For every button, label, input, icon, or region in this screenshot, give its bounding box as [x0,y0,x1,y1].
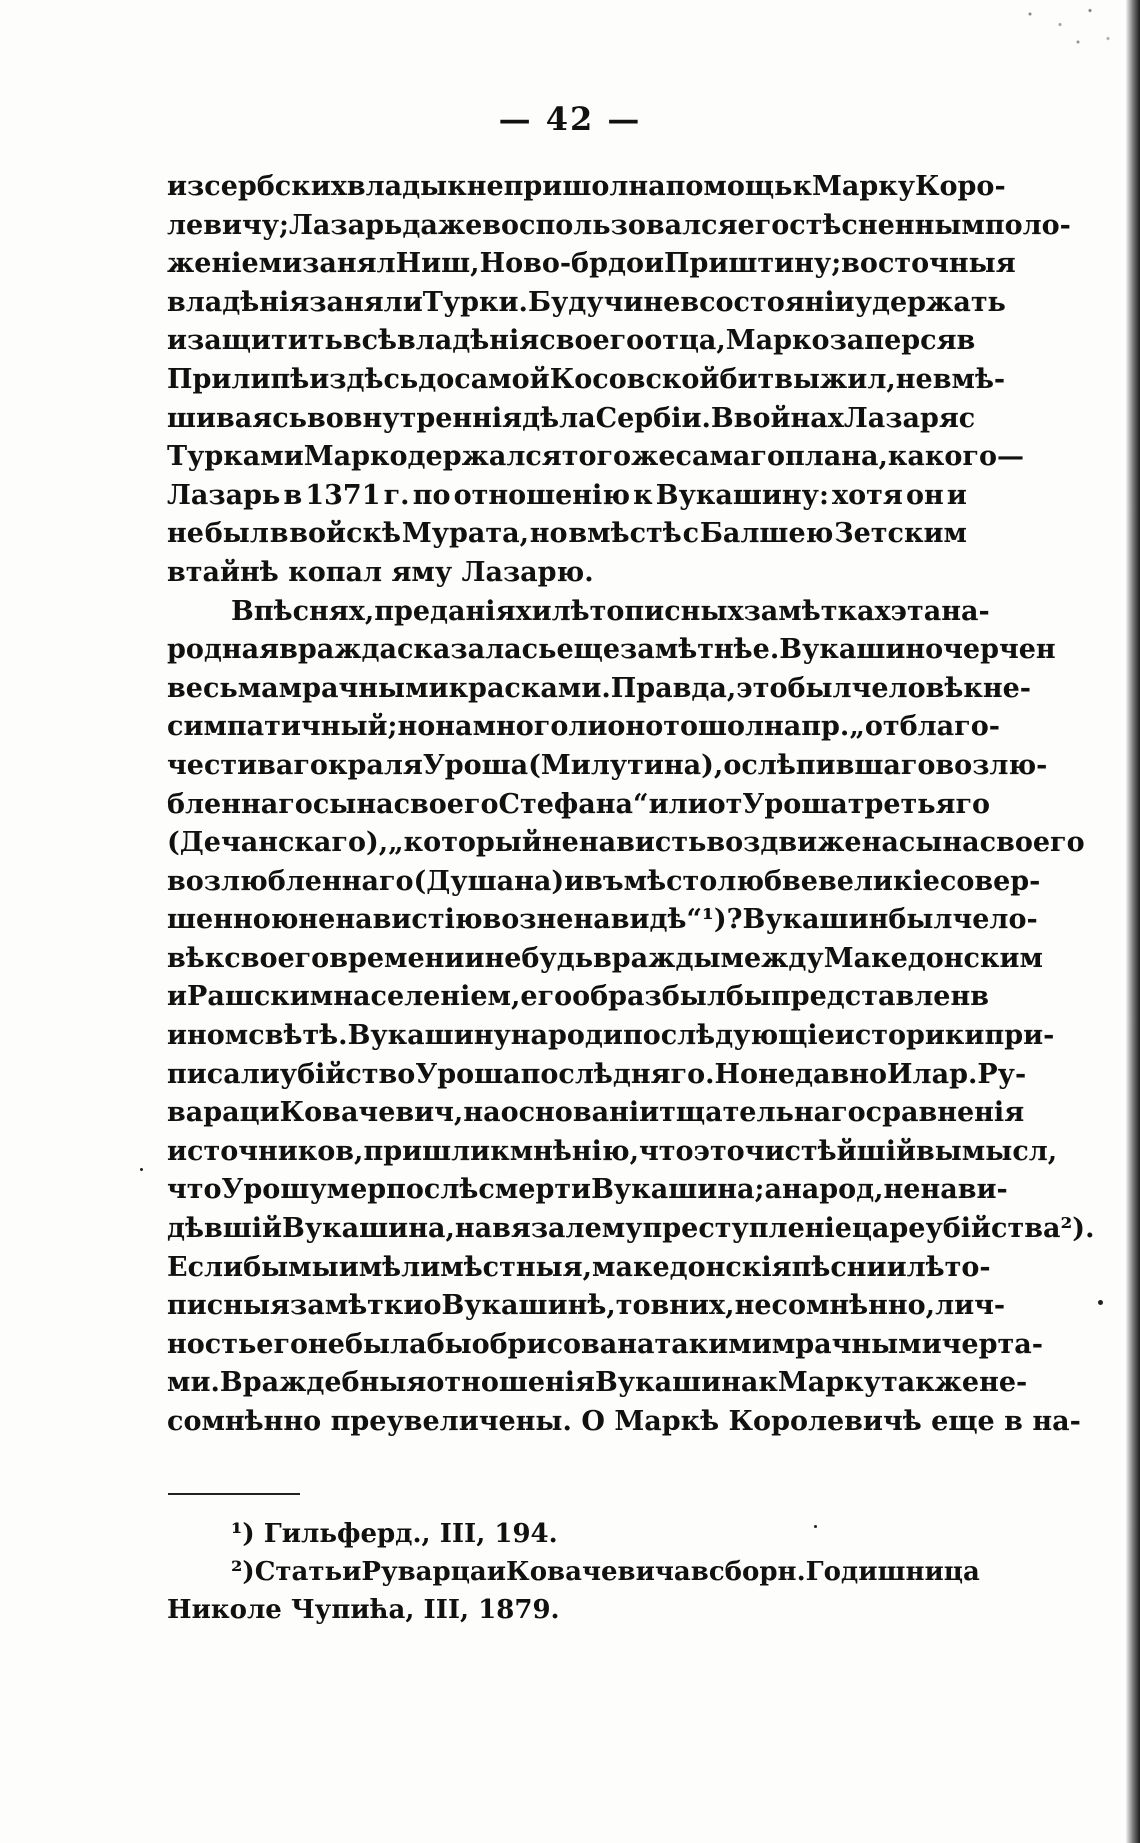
body-text [167,168,1095,1442]
body-line: ином свѣтѣ. Вукашину народ и послѣдующіе историки при- [167,1020,1055,1052]
footnote-line: Николе Чупића, III, 1879. [167,1595,560,1625]
body-line: варац и Ковачевич, на основаніи тщательнаго сравненія [167,1097,1025,1129]
body-line: втайнѣ копал яму Лазарю. [167,556,594,588]
body-line: шенною ненавистію возненавидѣ“ ¹)? Вукашин был чело- [167,904,1038,936]
body-line: шиваясь во внутреннія дѣла Сербіи. В войнах Лазаря с [167,402,976,434]
body-line: родная вражда сказалась еще замѣтнѣе. Вукашин очерчен [167,634,1056,666]
footnote-line: ¹) Гильферд., III, 194. [231,1519,558,1549]
footnotes [167,1515,980,1629]
body-line: ми. Враждебныя отношенія Вукашина к Марку также не- [167,1367,1028,1399]
body-line: Лазарь в 1371 г. по отношенію к Вукашину: хотя он и [167,479,967,511]
scan-dot [814,1525,817,1528]
body-line: что Урош умер послѣ смерти Вукашина; а народ, ненави- [167,1174,1008,1206]
scan-speckle [1006,0,1126,70]
body-line: В пѣснях, преданіях и лѣтописных замѣтках эта на- [231,595,990,627]
body-line: женіем и занял Ниш, Ново-брдо и Приштину; восточныя [167,248,1016,280]
body-line: и защитить всѣ владѣнія своего отца, Марко заперся в [167,325,976,357]
body-line: вѣк своего времени и небудь вражды между Македонским [167,942,1043,974]
body-line: Турками Марко держался того же самаго плана, какого— [167,441,1024,473]
body-line: сомнѣнно преувеличены. О Маркѣ Королевичѣ еще в на- [167,1406,1081,1437]
body-line: из сербских владык не пришол на помощь к Марку Коро- [167,171,1006,202]
body-line: Прилипѣ и здѣсь до самой Косовской битвы жил, не вмѣ- [167,363,1006,395]
body-line: ность его небыла бы обрисована такими мрачными черта- [167,1328,1043,1360]
body-line: и Рашским населеніем, его образ был бы представлен в [167,981,989,1013]
body-line: источников, пришли к мнѣнію, что это чистѣйшій вымысл, [167,1135,1058,1167]
body-line: писныя замѣтки о Вукашинѣ, то в них, несомнѣнно, лич- [167,1290,1006,1322]
body-line: возлюбленнаго (Душана) и въ мѣсто любве великіе совер- [167,865,1041,897]
body-line: бленнаго сына своего Стефана“ или от Уроша третьяго [167,788,991,820]
body-line: Если бы мы имѣли мѣстныя, македонскія пѣсни и лѣто- [167,1251,991,1283]
footnote-line: ²) Статьи Руварца и Ковачевича в сборн. Годишница [231,1557,980,1587]
body-line: честиваго краля Уроша (Милутина), ослѣпившаго возлю- [167,749,1048,781]
body-line: не был в войскѣ Мурата, но вмѣстѣ с Балшею Зетским [167,518,967,550]
scan-dot [140,1168,143,1171]
body-line: писали убійство Уроша послѣдняго. Но недавно Илар. Ру- [167,1058,1027,1090]
body-line: левичу; Лазарь даже воспользовался его стѣсненным поло- [167,209,1071,241]
page-edge-shadow [1126,0,1140,1843]
body-line: (Дечанскаго), „который ненависть воздвиже на сына своего [167,827,1085,859]
body-line: весьма мрачными красками. Правда, это был человѣк не- [167,672,1031,704]
page-number-header: — 42 — [498,100,642,138]
footnote-rule [168,1493,300,1495]
body-line: симпатичный; но на много ли он отошол напр. „от благо- [167,711,1000,743]
body-line: дѣвшій Вукашина, навязал ему преступленіе цареубійства ²). [167,1213,1095,1245]
scan-dot [1098,1300,1103,1305]
body-line: владѣнія заняли Турки. Будучи не в состояніи удержать [167,286,1006,318]
